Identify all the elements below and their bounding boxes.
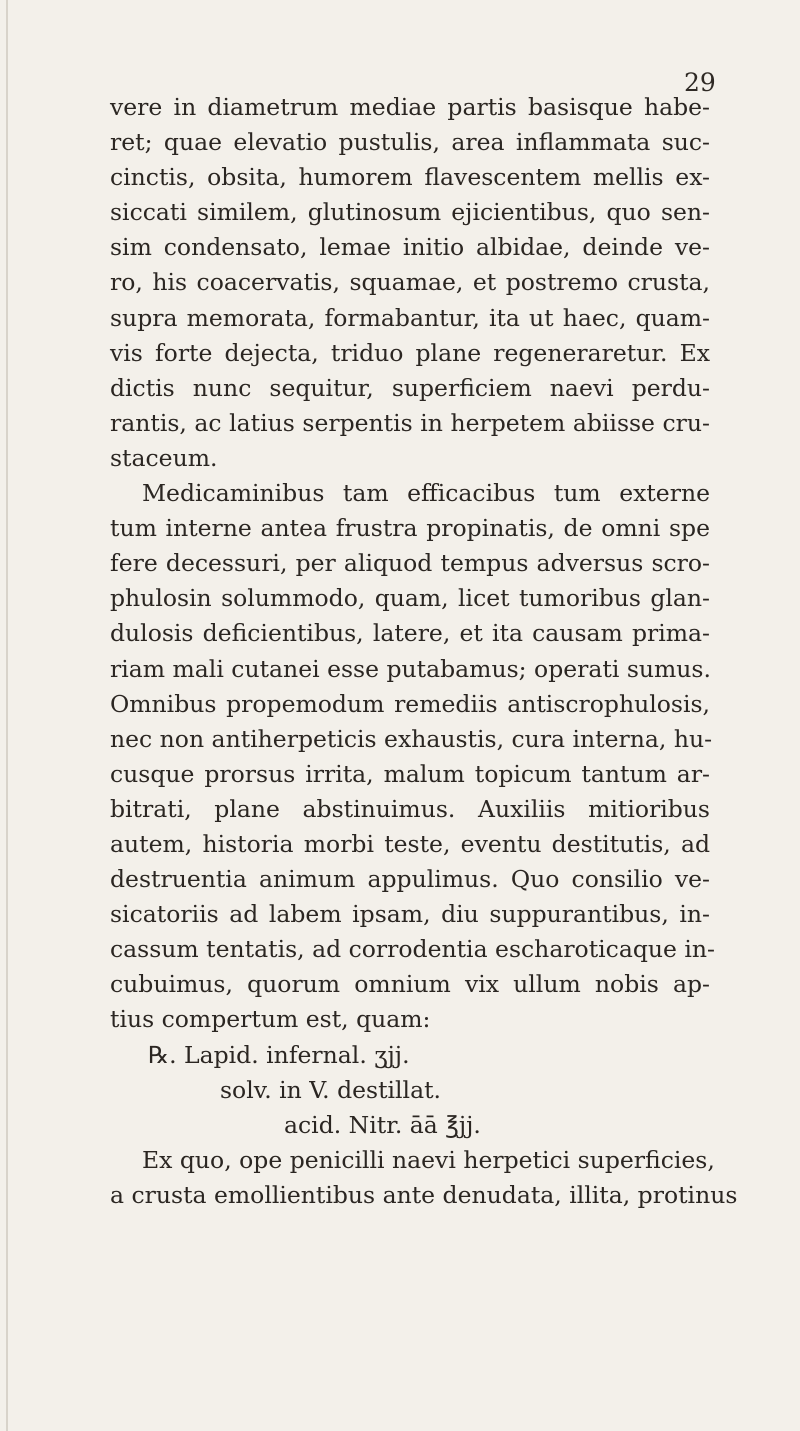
text-line: staceum. [110,443,218,472]
page-number: 29 [684,68,716,97]
text-line: cassum tentatis, ad corrodentia escharoticaque in- [110,935,715,964]
text-line: autem, historia morbi teste, eventu destitutis, ad [110,829,710,858]
paragraph-start-line: Ex quo, ope penicilli naevi herpetici superficies, [142,1145,715,1174]
text-line: vere in diametrum mediae partis basisque habe- [110,93,710,121]
body-text [110,90,738,1213]
text-line: supra memorata, formabantur, ita ut haec, quam- [110,303,710,332]
text-line: dictis nunc sequitur, superficiem naevi perdu- [110,373,710,402]
page-edge-shadow [6,0,8,1431]
text-line: fere decessuri, per aliquod tempus adversus scro- [110,549,710,578]
recipe-line: solv. in V. destillat. [220,1075,442,1104]
text-line: ret; quae elevatio pustulis, area inflammata suc- [110,128,710,157]
recipe-line: ℞. Lapid. infernal. ʒjj. [148,1040,410,1069]
text-line: siccati similem, glutinosum ejicientibus, quo sen- [110,198,710,227]
text-line: phulosin solummodo, quam, licet tumoribus glan- [110,584,710,613]
text-line: vis forte dejecta, triduo plane regeneraretur. Ex [110,338,710,367]
text-line: cinctis, obsita, humorem flavescentem mellis ex- [110,163,710,192]
text-line: tius compertum est, quam: [110,1005,431,1034]
text-line: cusque prorsus irrita, malum topicum tantum ar- [110,759,710,788]
text-line: dulosis deficientibus, latere, et ita causam prima- [110,619,710,648]
text-line: rantis, ac latius serpentis in herpetem abiisse cru- [110,408,710,437]
text-line: Omnibus propemodum remediis antiscrophulosis, [110,689,710,718]
text-line: a crusta emollientibus ante denudata, illita, protinus [110,1180,738,1209]
text-line: tum interne antea frustra propinatis, de omni spe [110,514,710,543]
text-line: destruentia animum appulimus. Quo consilio ve- [110,865,710,894]
text-line: sim condensato, lemae initio albidae, deinde ve- [110,233,710,262]
recipe-line: acid. Nitr. āā ℥jj. [284,1110,481,1139]
text-line: bitrati, plane abstinuimus. Auxiliis mitioribus [110,794,710,823]
text-line: sicatoriis ad labem ipsam, diu suppurantibus, in- [110,900,710,929]
text-line: nec non antiherpeticis exhaustis, cura interna, hu- [110,724,713,753]
text-line: riam mali cutanei esse putabamus; operati sumus. [110,654,711,683]
text-line: cubuimus, quorum omnium vix ullum nobis ap- [110,970,710,999]
paragraph-start-line: Medicaminibus tam efficacibus tum externe [142,479,710,508]
text-line: ro, his coacervatis, squamae, et postremo crusta, [110,268,710,297]
